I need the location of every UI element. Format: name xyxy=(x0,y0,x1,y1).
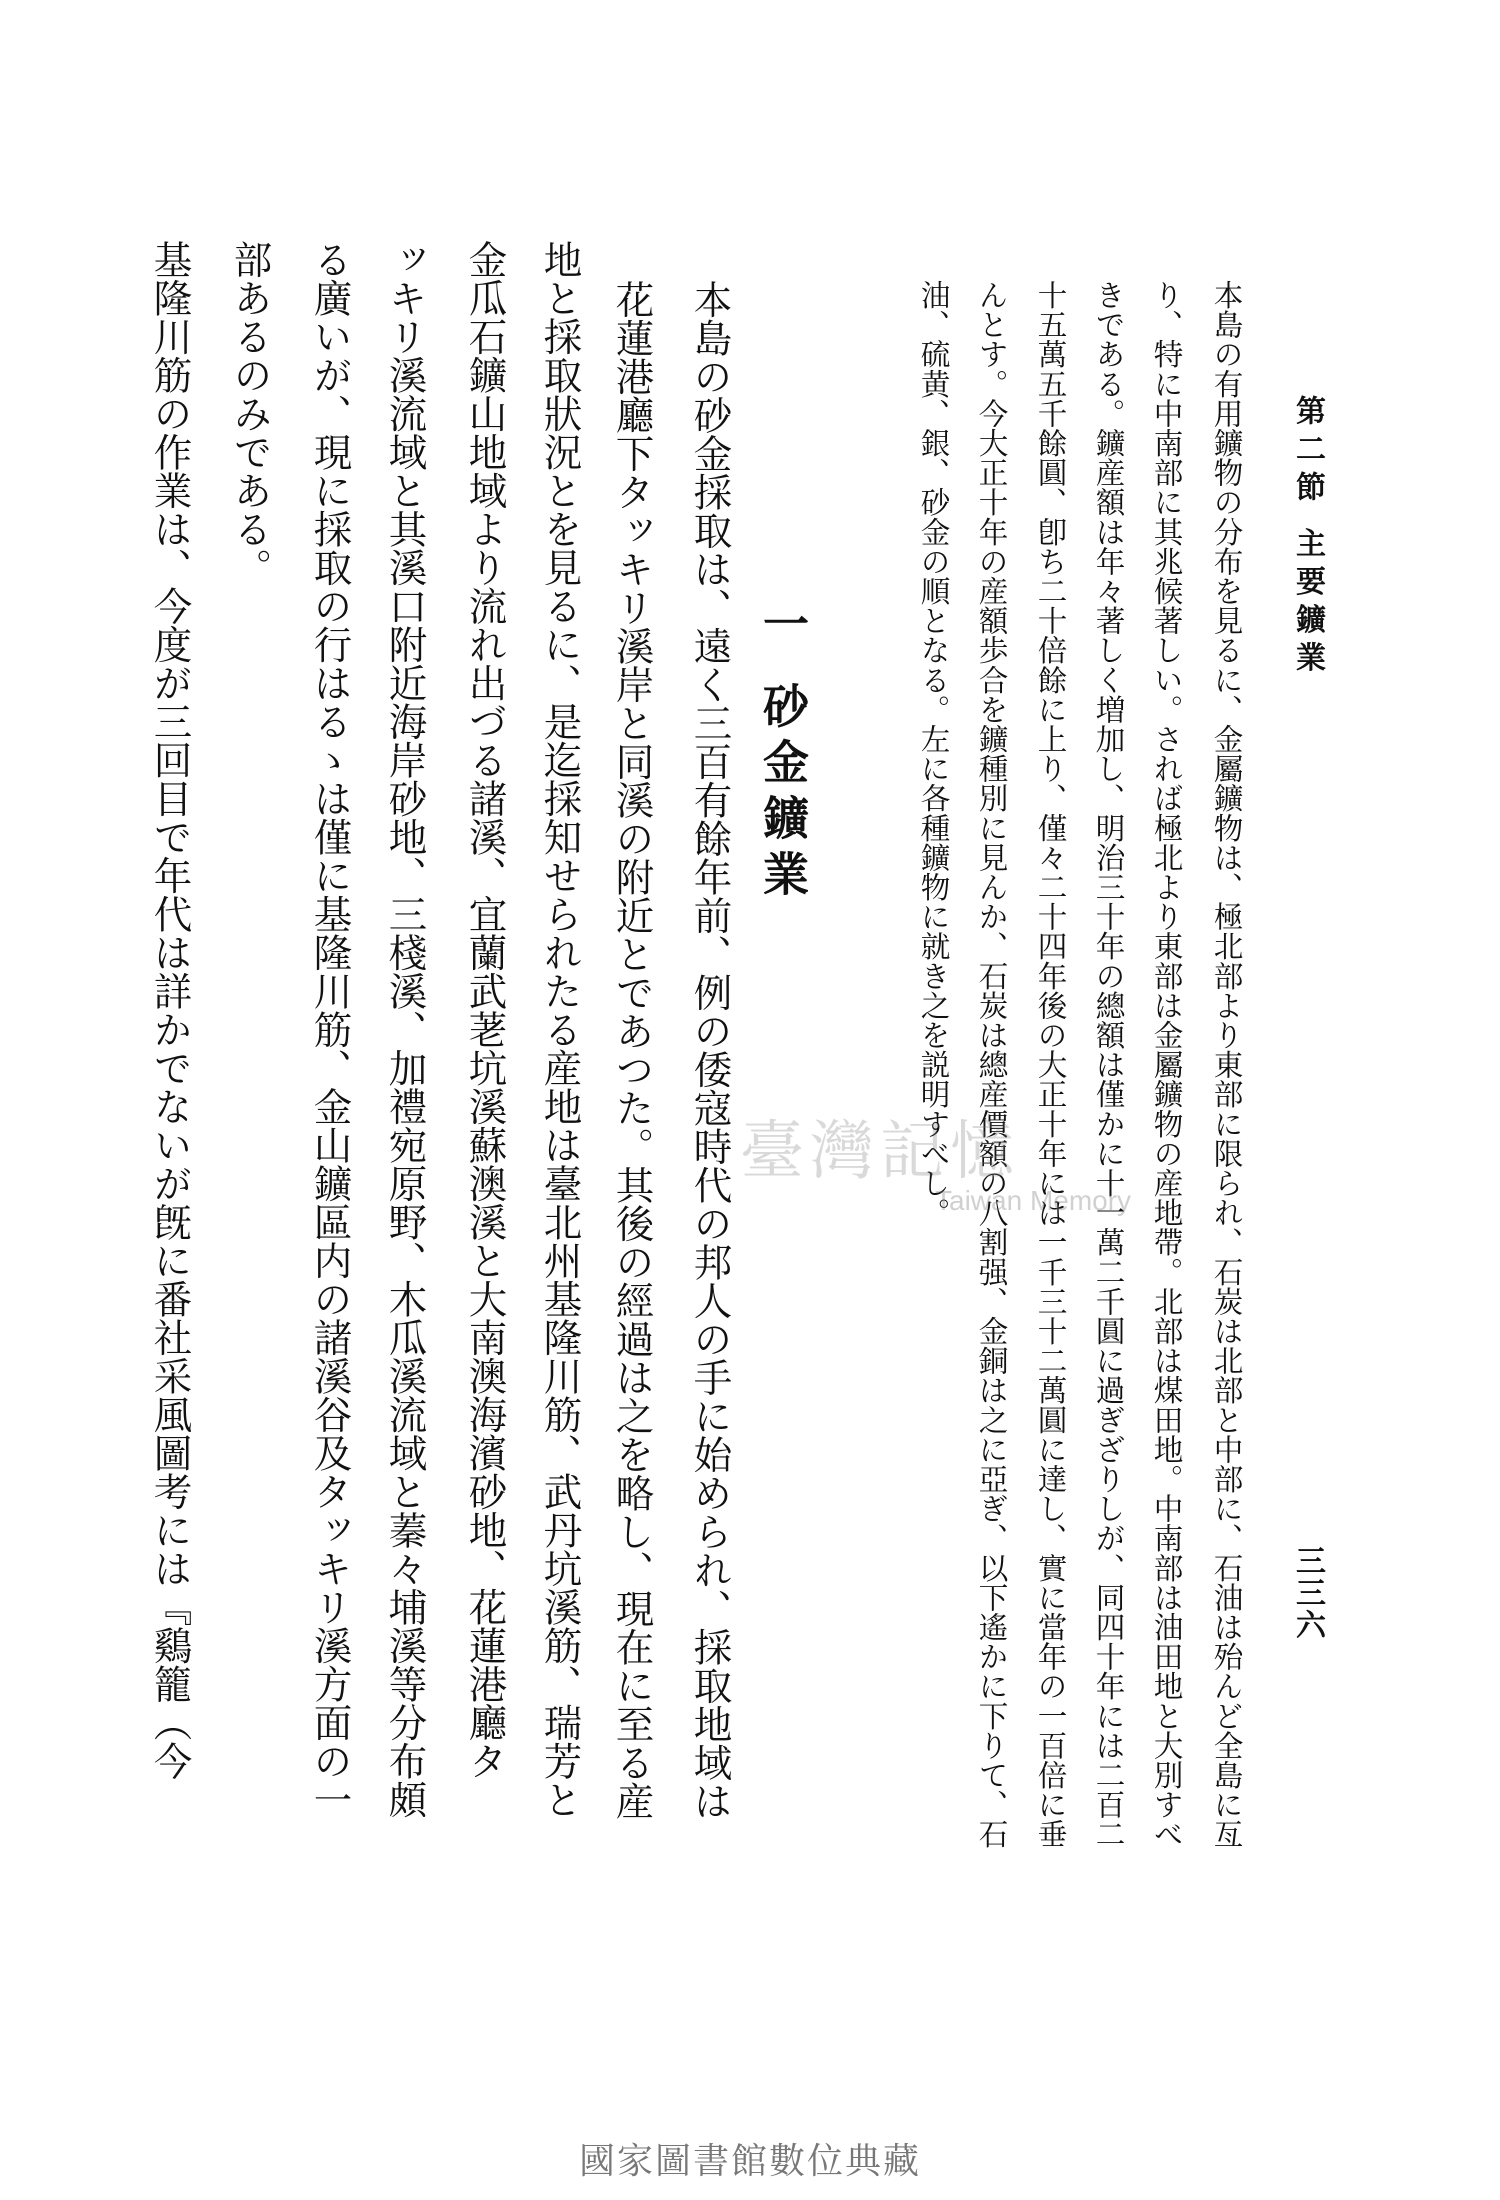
paragraph2-column: 花蓮港廳下タッキリ溪岸と同溪の附近とであつた。其後の經過は之を略し、現在に至る産 xyxy=(609,280,655,1820)
paragraph2-column: 部あるのみである。 xyxy=(227,240,273,587)
paragraph1-column: り、特に中南部に其兆候著しい。されば極北より東部は金屬鑛物の産地帶。北部は煤田地。中南部は油田地と大別すべ xyxy=(1149,280,1184,1849)
paragraph2-column: る廣いが、現に採取の行はるゝは僅に基隆川筋、金山鑛區内の諸溪谷及タッキリ溪方面の一 xyxy=(307,240,353,1819)
paragraph2-column: ッキリ溪流域と其溪口附近海岸砂地、三棧溪、加禮宛原野、木瓜溪流域と蓁々埔溪等分布頗 xyxy=(382,240,428,1819)
paragraph2-column: 地と採取狀況とを見るに、是迄採知せられたる産地は臺北州基隆川筋、武丹坑溪筋、瑞芳と xyxy=(537,240,583,1819)
watermark-subtitle: Taiwan Memory xyxy=(935,1185,1132,1216)
paragraph1-column: 油、硫黄、銀、砂金の順となる。左に各種鑛物に就き之を説明すべし。 xyxy=(916,280,951,1228)
paragraph1-column: んとす。今大正十年の産額歩合を鑛種別に見んか、石炭は總産價額の八割强、金銅は之に亞ぎ、以下遙かに下りて、石 xyxy=(974,280,1009,1849)
watermark-logo: 臺灣記憶 xyxy=(740,1115,1020,1189)
footer-credit: 國家圖書館數位典藏 xyxy=(578,2141,921,2182)
paragraph2-column: 基隆川筋の作業は、今度が三回目で年代は詳かでないが旣に番社采風圖考には『鷄籠（今 xyxy=(147,240,193,1780)
page-number: 三三六 xyxy=(1290,1545,1325,1641)
section-heading: 一 砂金鑛業 xyxy=(756,600,810,907)
paragraph1-column: きである。鑛産額は年々著しく増加し、明治三十年の總額は僅かに十一萬二千圓に過ぎざりしが、同四十年には二百二 xyxy=(1091,280,1126,1849)
page-header-title: 第二節 主要鑛業 xyxy=(1290,395,1325,680)
paragraph2-column: 金瓜石鑛山地域より流れ出づる諸溪、宜蘭武荖坑溪蘇澳溪と大南澳海濱砂地、花蓮港廳タ xyxy=(462,240,508,1780)
paragraph2-column: 本島の砂金採取は、遠く三百有餘年前、例の倭寇時代の邦人の手に始められ、採取地域は xyxy=(687,280,733,1820)
paragraph1-column: 本島の有用鑛物の分布を見るに、金屬鑛物は、極北部より東部に限られ、石炭は北部と中部に、石油は殆んど全島に亙 xyxy=(1209,280,1244,1849)
paragraph1-column: 十五萬五千餘圓、卽ち二十倍餘に上り、僅々二十四年後の大正十年には一千三十二萬圓に達し、實に當年の一百倍に垂 xyxy=(1033,280,1068,1849)
